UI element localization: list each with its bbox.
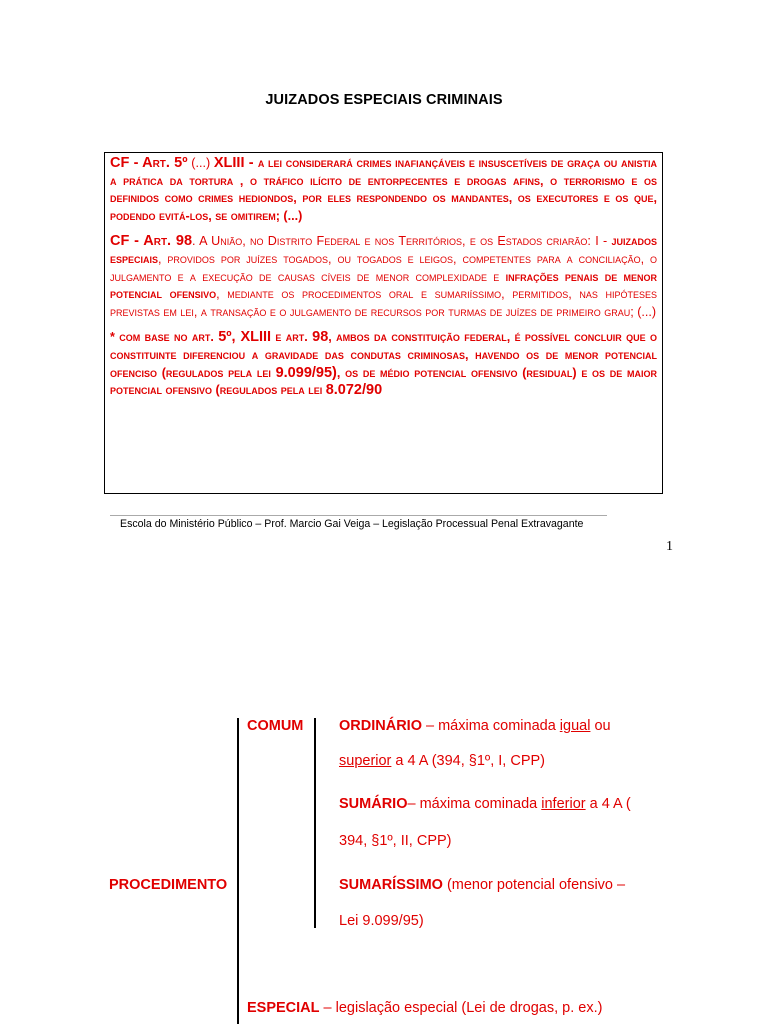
page-title: JUIZADOS ESPECIAIS CRIMINAIS [265,92,503,108]
art-5-text: a lei considerará crimes inafiançáveis e insuscetíveis de graça ou anistia a prática da tortura , o tráfico ilícito de entorpecentes e drogas afins, o terrorismo e os definidos como crimes hediondos, por eles respondendo os mandantes, os executores e os que, podendo evitá-los, se omitirem; [110,156,657,223]
ordinario-line-2 [339,753,545,769]
sumarissimo-text-1: (menor potencial ofensivo – [442,877,626,893]
art-5-xliii: XLIII - [213,155,258,171]
bracket-line-main [237,718,239,1024]
comum-label: COMUM [247,718,304,734]
sumario-line-1 [339,796,631,812]
art-5-heading: CF - Art. 5º [110,155,188,171]
paragraph-art-98 [110,233,657,321]
sumarissimo-line-1 [339,877,625,893]
art-98-text-1: . A União, no Distrito Federal e nos Territórios, e os Estados criarão: I - [192,234,612,249]
footer-divider [110,515,607,516]
sumario-label: SUMÁRIO [339,796,408,812]
bracket-line-comum [314,718,316,928]
sumario-text-2: a 4 A ( [585,796,631,812]
ordinario-igual: igual [559,718,591,734]
art-5-end: (...) [279,208,303,223]
sumario-text-1: – máxima cominada [407,796,542,812]
ordinario-text-2: ou [590,718,611,734]
page-number: 1 [666,539,673,554]
legal-text-box [104,152,663,494]
conclusion-4: 98 [312,329,329,346]
ordinario-superior: superior [339,753,392,769]
paragraph-art-5 [110,155,657,225]
sumario-line-2: 394, §1º, II, CPP) [339,833,452,849]
page-footer: Escola do Ministério Público – Prof. Marcio Gai Veiga – Legislação Processual Penal Extravagante [120,518,584,530]
art-98-heading: CF - Art. 98 [110,233,193,250]
art-98-text-3: , mediante os procedimentos oral e sumariíssimo, permitidos, nas hipóteses previstas em lei, a transação e o julgamento de recursos por turmas de juízes de primeiro grau; (...) [110,287,657,319]
ordinario-line-1 [339,718,611,734]
conclusion-2: 5º, XLIII [218,329,272,346]
especial-line [247,1000,602,1016]
art-5-ellipsis: (...) [187,156,214,170]
ordinario-text-1: – máxima cominada [421,718,560,734]
conclusion-6: 9.099/95) [275,364,337,381]
especial-label: ESPECIAL [247,1000,320,1016]
conclusion-3: e art. [271,330,313,345]
procedimento-label: PROCEDIMENTO [109,877,228,893]
paragraph-conclusion [110,329,657,399]
sumarissimo-line-2: Lei 9.099/95) [339,913,424,929]
art-98-infracoes: infrações penais de menor potencial ofensivo [110,269,657,302]
art-98-juizados: juizados especiais [110,234,657,266]
art-98-text-2: , providos por juízes togados, ou togados e leigos, competentes para a conciliação, o julgamento e a execução de causas cíveis de menor complexidade e [110,251,657,284]
conclusion-5: , ambos da constituição federal, é possível concluir que o constituinte diferenciou a gravidade das condutas criminosas, havendo os de menor potencial ofenciso (regulados pela lei [110,330,657,380]
ordinario-label: ORDINÁRIO [339,718,422,734]
especial-text: – legislação especial (Lei de drogas, p. ex.) [319,1000,603,1016]
sumario-inferior: inferior [541,796,586,812]
conclusion-7: , os de médio potencial ofensivo (residual) e os de maior potencial ofensivo (regulados pela lei [110,365,657,398]
sumarissimo-label: SUMARÍSSIMO [339,877,443,893]
conclusion-8: 8.072/90 [325,382,383,399]
conclusion-1: * com base no art. [110,330,219,345]
ordinario-text-3: a 4 A (394, §1º, I, CPP) [391,753,545,769]
